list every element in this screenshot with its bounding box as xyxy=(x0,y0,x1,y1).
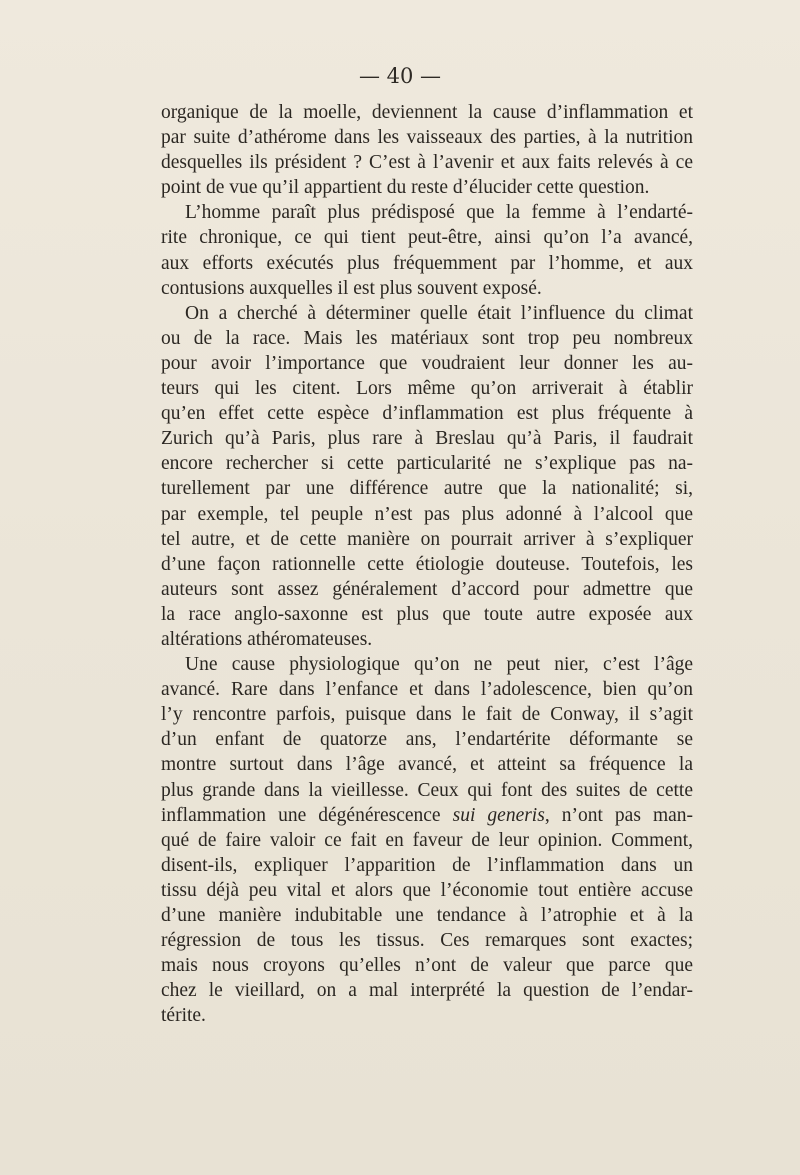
text-line: d’un enfant de quatorze ans, l’endartérite déformante se xyxy=(161,729,693,751)
text-line: tissu déjà peu vital et alors que l’économie tout entière accuse xyxy=(161,879,693,901)
text-line: point de vue qu’il appartient du reste d’élucider cette question. xyxy=(161,177,650,199)
text-line: l’y rencontre parfois, puisque dans le fait de Conway, il s’agit xyxy=(161,704,693,726)
text-line: Une cause physiologique qu’on ne peut nier, c’est l’âge xyxy=(185,654,693,676)
text-line: contusions auxquelles il est plus souvent exposé. xyxy=(161,277,542,299)
text-line: auteurs sont assez généralement d’accord pour admettre que xyxy=(161,578,693,600)
text-line: avancé. Rare dans l’enfance et dans l’adolescence, bien qu’on xyxy=(161,679,693,701)
text-line: tel autre, et de cette manière on pourrait arriver à s’expliquer xyxy=(161,528,693,550)
text-line: térite. xyxy=(161,1005,206,1027)
text-line: rite chronique, ce qui tient peut-être, ainsi qu’on l’a avancé, xyxy=(161,227,693,249)
text-line: altérations athéromateuses. xyxy=(161,628,373,650)
text-line: teurs qui les citent. Lors même qu’on arriverait à établir xyxy=(161,378,693,400)
text-line: turellement par une différence autre que la nationalité; si, xyxy=(161,478,693,500)
text-line: la race anglo-saxonne est plus que toute autre exposée aux xyxy=(161,603,693,625)
text-line: aux efforts exécutés plus fréquemment par l’homme, et aux xyxy=(161,252,693,274)
text-line: ou de la race. Mais les matériaux sont trop peu nombreux xyxy=(161,327,693,349)
text-line: encore rechercher si cette particularité ne s’explique pas na- xyxy=(161,453,693,475)
text-line: inflammation une dégénérescence sui generis, n’ont pas man- xyxy=(161,804,694,826)
text-line: mais nous croyons qu’elles n’ont de valeur que parce que xyxy=(161,955,693,977)
text-line: qué de faire valoir ce fait en faveur de leur opinion. Comment, xyxy=(161,829,693,851)
text-line: qu’en effet cette espèce d’inflammation est plus fréquente à xyxy=(161,403,693,425)
text-line: L’homme paraît plus prédisposé que la femme à l’endarté- xyxy=(185,202,693,224)
italic-phrase: sui generis xyxy=(452,804,545,826)
text-line: par suite d’athérome dans les vaisseaux des parties, à la nutrition xyxy=(161,127,693,149)
text-line: régression de tous les tissus. Ces remarques sont exactes; xyxy=(161,930,693,952)
page-number: — 40 — xyxy=(358,64,442,88)
text-line: plus grande dans la vieillesse. Ceux qui font des suites de cette xyxy=(161,779,693,801)
text-line: Zurich qu’à Paris, plus rare à Breslau qu’à Paris, il faudrait xyxy=(161,428,693,450)
text-line: desquelles ils président ? C’est à l’avenir et aux faits relevés à ce xyxy=(161,152,693,174)
text-line: pour avoir l’importance que voudraient leur donner les au- xyxy=(161,352,693,374)
text-line: d’une manière indubitable une tendance à l’atrophie et à la xyxy=(161,905,693,926)
body-text xyxy=(161,100,693,1028)
text-line: par exemple, tel peuple n’est pas plus adonné à l’alcool que xyxy=(161,503,693,525)
text-line: montre surtout dans l’âge avancé, et atteint sa fréquence la xyxy=(161,754,693,776)
text-line: chez le vieillard, on a mal interprété la question de l’endar- xyxy=(161,980,693,1002)
text-line: organique de la moelle, deviennent la cause d’inflammation et xyxy=(161,102,693,123)
text-line: On a cherché à déterminer quelle était l’influence du climat xyxy=(185,302,693,324)
text-line: d’une façon rationnelle cette étiologie douteuse. Toutefois, les xyxy=(161,553,693,575)
text-line: disent-ils, expliquer l’apparition de l’inflammation dans un xyxy=(161,854,693,876)
